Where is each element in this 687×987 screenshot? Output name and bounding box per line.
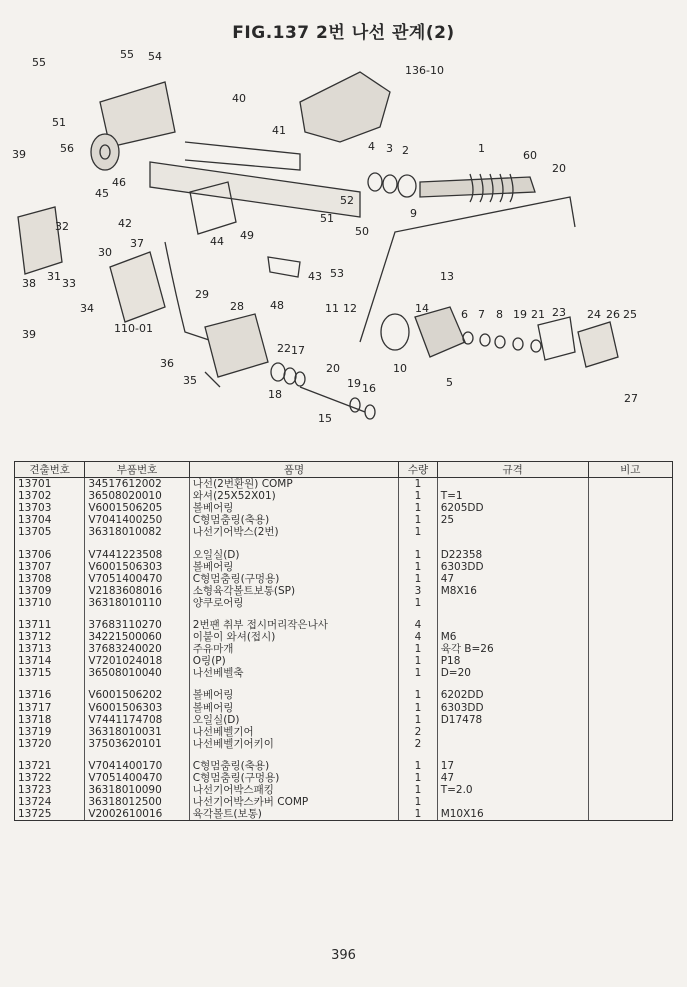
cell-spec bbox=[437, 726, 588, 738]
table-row bbox=[15, 478, 673, 491]
cell-quantity: 4 bbox=[399, 619, 437, 631]
cell-spec: 6205DD bbox=[437, 502, 588, 514]
table-row bbox=[15, 655, 673, 667]
cell-quantity: 1 bbox=[399, 478, 437, 491]
cell-part-number: V7041400170 bbox=[85, 760, 189, 772]
callout: 110-01 bbox=[114, 322, 153, 335]
cell-code: 13722 bbox=[15, 772, 85, 784]
cell-quantity bbox=[399, 538, 437, 548]
cell-spec: 25 bbox=[437, 514, 588, 526]
table-row bbox=[15, 573, 673, 585]
table-row bbox=[15, 490, 673, 502]
cell-spec bbox=[437, 478, 588, 491]
cell-part-number bbox=[85, 538, 189, 548]
cell-note bbox=[588, 643, 672, 655]
cell-part-number bbox=[85, 750, 189, 760]
cell-quantity: 4 bbox=[399, 631, 437, 643]
cell-part-name: O링(P) bbox=[189, 655, 398, 667]
cell-note bbox=[588, 655, 672, 667]
cell-part-name: C형멈춤링(축용) bbox=[189, 514, 398, 526]
table-row bbox=[15, 772, 673, 784]
cell-code: 13709 bbox=[15, 585, 85, 597]
table-row bbox=[15, 631, 673, 643]
callout: 20 bbox=[552, 162, 566, 175]
table-row bbox=[15, 796, 673, 808]
callout: 40 bbox=[232, 92, 246, 105]
callout: 23 bbox=[552, 306, 566, 319]
table-row bbox=[15, 538, 673, 548]
table-row bbox=[15, 561, 673, 573]
cell-quantity: 1 bbox=[399, 597, 437, 609]
callout: 16 bbox=[362, 382, 376, 395]
header-spec: 규격 bbox=[437, 462, 588, 478]
callout: 46 bbox=[112, 176, 126, 189]
cell-part-name: 오일실(D) bbox=[189, 548, 398, 560]
cell-part-number: 37503620101 bbox=[85, 738, 189, 750]
cell-part-number: 34517612002 bbox=[85, 478, 189, 491]
callout: 44 bbox=[210, 235, 224, 248]
cell-note bbox=[588, 526, 672, 538]
cell-part-number: 36318012500 bbox=[85, 796, 189, 808]
cell-part-name: 볼베어링 bbox=[189, 702, 398, 714]
cell-quantity: 2 bbox=[399, 726, 437, 738]
table-body bbox=[15, 478, 673, 821]
cell-quantity: 1 bbox=[399, 760, 437, 772]
cell-spec: D17478 bbox=[437, 714, 588, 726]
cell-part-name bbox=[189, 538, 398, 548]
callout: 52 bbox=[340, 194, 354, 207]
cell-code: 13723 bbox=[15, 784, 85, 796]
cell-note bbox=[588, 478, 672, 491]
cell-part-number: 36318010110 bbox=[85, 597, 189, 609]
callout: 26 bbox=[606, 308, 620, 321]
callout: 13 bbox=[440, 270, 454, 283]
callout: 48 bbox=[270, 299, 284, 312]
exploded-parts-diagram bbox=[0, 42, 687, 452]
cell-note bbox=[588, 714, 672, 726]
cell-quantity bbox=[399, 750, 437, 760]
cell-part-number: V6001506205 bbox=[85, 502, 189, 514]
cell-part-name: 주유마개 bbox=[189, 643, 398, 655]
cell-part-number: V6001506202 bbox=[85, 689, 189, 701]
cell-part-name: 나선(2번환원) COMP bbox=[189, 478, 398, 491]
callout: 19 bbox=[347, 377, 361, 390]
cell-quantity: 1 bbox=[399, 573, 437, 585]
cell-note bbox=[588, 760, 672, 772]
cell-quantity: 3 bbox=[399, 585, 437, 597]
callout: 19 bbox=[513, 308, 527, 321]
cell-part-number: V7441223508 bbox=[85, 548, 189, 560]
cell-part-name bbox=[189, 679, 398, 689]
callout: 45 bbox=[95, 187, 109, 200]
callout: 55 bbox=[120, 48, 134, 61]
cell-quantity: 1 bbox=[399, 667, 437, 679]
cell-spec bbox=[437, 750, 588, 760]
cell-quantity: 2 bbox=[399, 738, 437, 750]
cell-quantity: 1 bbox=[399, 689, 437, 701]
cell-spec: 6303DD bbox=[437, 702, 588, 714]
cell-spec: M10X16 bbox=[437, 808, 588, 821]
callout: 27 bbox=[624, 392, 638, 405]
callout: 56 bbox=[60, 142, 74, 155]
cell-spec: P18 bbox=[437, 655, 588, 667]
cell-spec: D22358 bbox=[437, 548, 588, 560]
callout: 55 bbox=[32, 56, 46, 69]
callout: 2 bbox=[402, 144, 409, 157]
callout: 3 bbox=[386, 142, 393, 155]
table-row bbox=[15, 689, 673, 701]
callout: 30 bbox=[98, 246, 112, 259]
cell-spec: 6303DD bbox=[437, 561, 588, 573]
cell-code: 13720 bbox=[15, 738, 85, 750]
header-part-name: 품명 bbox=[189, 462, 398, 478]
callout: 35 bbox=[183, 374, 197, 387]
table-row bbox=[15, 702, 673, 714]
callout: 38 bbox=[22, 277, 36, 290]
callout: 4 bbox=[368, 140, 375, 153]
cell-spec bbox=[437, 597, 588, 609]
cell-quantity: 1 bbox=[399, 502, 437, 514]
table-row bbox=[15, 597, 673, 609]
cell-note bbox=[588, 772, 672, 784]
callout: 33 bbox=[62, 277, 76, 290]
cell-quantity: 1 bbox=[399, 514, 437, 526]
cell-part-number: 36318010031 bbox=[85, 726, 189, 738]
cell-code: 13714 bbox=[15, 655, 85, 667]
cell-quantity: 1 bbox=[399, 548, 437, 560]
cell-part-number: 36318010090 bbox=[85, 784, 189, 796]
cell-code: 13708 bbox=[15, 573, 85, 585]
callout: 7 bbox=[478, 308, 485, 321]
cell-note bbox=[588, 514, 672, 526]
page-number: 396 bbox=[331, 948, 356, 963]
callout: 37 bbox=[130, 237, 144, 250]
cell-spec bbox=[437, 738, 588, 750]
cell-spec: 육각 B=26 bbox=[437, 643, 588, 655]
callout: 51 bbox=[320, 212, 334, 225]
cell-quantity: 1 bbox=[399, 702, 437, 714]
cell-note bbox=[588, 585, 672, 597]
callout: 5 bbox=[446, 376, 453, 389]
cell-part-number bbox=[85, 609, 189, 619]
cell-part-name: 볼베어링 bbox=[189, 689, 398, 701]
cell-note bbox=[588, 573, 672, 585]
cell-code: 13706 bbox=[15, 548, 85, 560]
cell-part-name: 나선기어박스패킹 bbox=[189, 784, 398, 796]
cell-spec bbox=[437, 619, 588, 631]
cell-part-name: C형멈춤링(구멍용) bbox=[189, 573, 398, 585]
cell-part-number: 37683110270 bbox=[85, 619, 189, 631]
callout: 60 bbox=[523, 149, 537, 162]
cell-part-name: 오일실(D) bbox=[189, 714, 398, 726]
callout: 49 bbox=[240, 229, 254, 242]
cell-spec: 47 bbox=[437, 772, 588, 784]
cell-note bbox=[588, 561, 672, 573]
callout: 31 bbox=[47, 270, 61, 283]
callout: 39 bbox=[22, 328, 36, 341]
cell-part-number bbox=[85, 679, 189, 689]
cell-note bbox=[588, 548, 672, 560]
cell-part-name: 양쿠로어링 bbox=[189, 597, 398, 609]
callout: 8 bbox=[496, 308, 503, 321]
callout: 42 bbox=[118, 217, 132, 230]
table-row bbox=[15, 514, 673, 526]
cell-part-name: 볼베어링 bbox=[189, 502, 398, 514]
cell-part-name: 이붙이 와셔(접시) bbox=[189, 631, 398, 643]
cell-part-number: V6001506303 bbox=[85, 702, 189, 714]
cell-part-name bbox=[189, 750, 398, 760]
table-header-row bbox=[15, 462, 673, 478]
table-row bbox=[15, 738, 673, 750]
cell-spec bbox=[437, 538, 588, 548]
cell-quantity: 1 bbox=[399, 808, 437, 821]
cell-code: 13724 bbox=[15, 796, 85, 808]
cell-note bbox=[588, 750, 672, 760]
table-row bbox=[15, 667, 673, 679]
cell-spec: D=20 bbox=[437, 667, 588, 679]
table-row bbox=[15, 548, 673, 560]
cell-spec bbox=[437, 796, 588, 808]
cell-code: 13701 bbox=[15, 478, 85, 491]
cell-part-number: V2183608016 bbox=[85, 585, 189, 597]
cell-code: 13718 bbox=[15, 714, 85, 726]
cell-code: 13710 bbox=[15, 597, 85, 609]
cell-code: 13719 bbox=[15, 726, 85, 738]
cell-part-name bbox=[189, 609, 398, 619]
cell-note bbox=[588, 738, 672, 750]
cell-code: 13707 bbox=[15, 561, 85, 573]
cell-part-number: 34221500060 bbox=[85, 631, 189, 643]
callout: 11 bbox=[325, 302, 339, 315]
cell-note bbox=[588, 726, 672, 738]
cell-part-number: V7051400470 bbox=[85, 573, 189, 585]
callout: 18 bbox=[268, 388, 282, 401]
callout: 9 bbox=[410, 207, 417, 220]
cell-note bbox=[588, 702, 672, 714]
cell-note bbox=[588, 667, 672, 679]
cell-code: 13702 bbox=[15, 490, 85, 502]
callout: 43 bbox=[308, 270, 322, 283]
cell-part-name: 2번팬 취부 접시머리작은나사 bbox=[189, 619, 398, 631]
cell-code: 13704 bbox=[15, 514, 85, 526]
cell-code: 13716 bbox=[15, 689, 85, 701]
callout: 20 bbox=[326, 362, 340, 375]
cell-spec: 6202DD bbox=[437, 689, 588, 701]
cell-part-name: C형멈춤링(축용) bbox=[189, 760, 398, 772]
cell-spec: T=2.0 bbox=[437, 784, 588, 796]
callout: 136-10 bbox=[405, 64, 444, 77]
cell-code bbox=[15, 750, 85, 760]
cell-code: 13711 bbox=[15, 619, 85, 631]
cell-quantity: 1 bbox=[399, 490, 437, 502]
cell-spec: M8X16 bbox=[437, 585, 588, 597]
table-row bbox=[15, 585, 673, 597]
cell-part-number: 36508010040 bbox=[85, 667, 189, 679]
cell-note bbox=[588, 808, 672, 821]
cell-part-name: 나선베벨기어키이 bbox=[189, 738, 398, 750]
cell-code: 13712 bbox=[15, 631, 85, 643]
cell-code: 13721 bbox=[15, 760, 85, 772]
cell-spec: 47 bbox=[437, 573, 588, 585]
callout: 39 bbox=[12, 148, 26, 161]
cell-code bbox=[15, 609, 85, 619]
header-quantity: 수량 bbox=[399, 462, 437, 478]
table-row bbox=[15, 760, 673, 772]
callout: 10 bbox=[393, 362, 407, 375]
cell-note bbox=[588, 490, 672, 502]
table-row bbox=[15, 750, 673, 760]
callout: 17 bbox=[291, 344, 305, 357]
cell-code: 13705 bbox=[15, 526, 85, 538]
diagram-svg bbox=[0, 42, 687, 452]
callout: 36 bbox=[160, 357, 174, 370]
table-row bbox=[15, 609, 673, 619]
cell-spec: T=1 bbox=[437, 490, 588, 502]
cell-code bbox=[15, 538, 85, 548]
callout: 50 bbox=[355, 225, 369, 238]
cell-note bbox=[588, 679, 672, 689]
header-code: 견출번호 bbox=[15, 462, 85, 478]
cell-code: 13713 bbox=[15, 643, 85, 655]
cell-part-number: V2002610016 bbox=[85, 808, 189, 821]
table-row bbox=[15, 784, 673, 796]
cell-note bbox=[588, 631, 672, 643]
callout: 12 bbox=[343, 302, 357, 315]
cell-quantity: 1 bbox=[399, 643, 437, 655]
cell-spec bbox=[437, 609, 588, 619]
callout: 22 bbox=[277, 342, 291, 355]
cell-quantity bbox=[399, 679, 437, 689]
cell-part-name: 나선베벨기어 bbox=[189, 726, 398, 738]
cell-part-number: V7441174708 bbox=[85, 714, 189, 726]
cell-spec: M6 bbox=[437, 631, 588, 643]
cell-code: 13725 bbox=[15, 808, 85, 821]
callout: 6 bbox=[461, 308, 468, 321]
cell-spec bbox=[437, 526, 588, 538]
header-note: 비고 bbox=[588, 462, 672, 478]
cell-part-number: V7051400470 bbox=[85, 772, 189, 784]
table-row bbox=[15, 643, 673, 655]
cell-quantity: 1 bbox=[399, 772, 437, 784]
cell-part-name: 소형육각볼트보통(SP) bbox=[189, 585, 398, 597]
cell-note bbox=[588, 619, 672, 631]
cell-part-name: 육각볼트(보통) bbox=[189, 808, 398, 821]
cell-part-number: 36318010082 bbox=[85, 526, 189, 538]
cell-quantity: 1 bbox=[399, 561, 437, 573]
cell-spec: 17 bbox=[437, 760, 588, 772]
cell-code: 13715 bbox=[15, 667, 85, 679]
cell-quantity: 1 bbox=[399, 714, 437, 726]
callout: 25 bbox=[623, 308, 637, 321]
callout: 32 bbox=[55, 220, 69, 233]
cell-note bbox=[588, 784, 672, 796]
cell-code: 13703 bbox=[15, 502, 85, 514]
cell-part-number: 37683240020 bbox=[85, 643, 189, 655]
cell-part-number: V7041400250 bbox=[85, 514, 189, 526]
cell-quantity: 1 bbox=[399, 655, 437, 667]
cell-note bbox=[588, 689, 672, 701]
cell-quantity bbox=[399, 609, 437, 619]
cell-part-name: 와셔(25X52X01) bbox=[189, 490, 398, 502]
cell-quantity: 1 bbox=[399, 526, 437, 538]
parts-table bbox=[14, 461, 673, 821]
cell-part-number: V6001506303 bbox=[85, 561, 189, 573]
callout: 29 bbox=[195, 288, 209, 301]
cell-note bbox=[588, 609, 672, 619]
callout: 24 bbox=[587, 308, 601, 321]
cell-part-name: 볼베어링 bbox=[189, 561, 398, 573]
table-row bbox=[15, 502, 673, 514]
table-row bbox=[15, 808, 673, 821]
cell-note bbox=[588, 538, 672, 548]
table-row bbox=[15, 714, 673, 726]
table-row bbox=[15, 619, 673, 631]
cell-code: 13717 bbox=[15, 702, 85, 714]
cell-note bbox=[588, 597, 672, 609]
cell-quantity: 1 bbox=[399, 796, 437, 808]
callout: 41 bbox=[272, 124, 286, 137]
callout: 1 bbox=[478, 142, 485, 155]
callout: 51 bbox=[52, 116, 66, 129]
header-part-number: 부품번호 bbox=[85, 462, 189, 478]
callout: 15 bbox=[318, 412, 332, 425]
cell-spec bbox=[437, 679, 588, 689]
cell-part-name: 나선베벨축 bbox=[189, 667, 398, 679]
cell-quantity: 1 bbox=[399, 784, 437, 796]
cell-note bbox=[588, 502, 672, 514]
cell-part-name: 나선기어박스카버 COMP bbox=[189, 796, 398, 808]
table-row bbox=[15, 726, 673, 738]
callout: 21 bbox=[531, 308, 545, 321]
table-row bbox=[15, 526, 673, 538]
callout: 34 bbox=[80, 302, 94, 315]
callout: 14 bbox=[415, 302, 429, 315]
cell-part-name: C형멈춤링(구멍용) bbox=[189, 772, 398, 784]
cell-part-number: V7201024018 bbox=[85, 655, 189, 667]
cell-note bbox=[588, 796, 672, 808]
cell-part-name: 나선기어박스(2번) bbox=[189, 526, 398, 538]
callout: 53 bbox=[330, 267, 344, 280]
callout: 54 bbox=[148, 50, 162, 63]
cell-code bbox=[15, 679, 85, 689]
callout: 28 bbox=[230, 300, 244, 313]
table-row bbox=[15, 679, 673, 689]
cell-part-number: 36508020010 bbox=[85, 490, 189, 502]
figure-title: FIG.137 2번 나선 관계(2) bbox=[232, 23, 455, 43]
